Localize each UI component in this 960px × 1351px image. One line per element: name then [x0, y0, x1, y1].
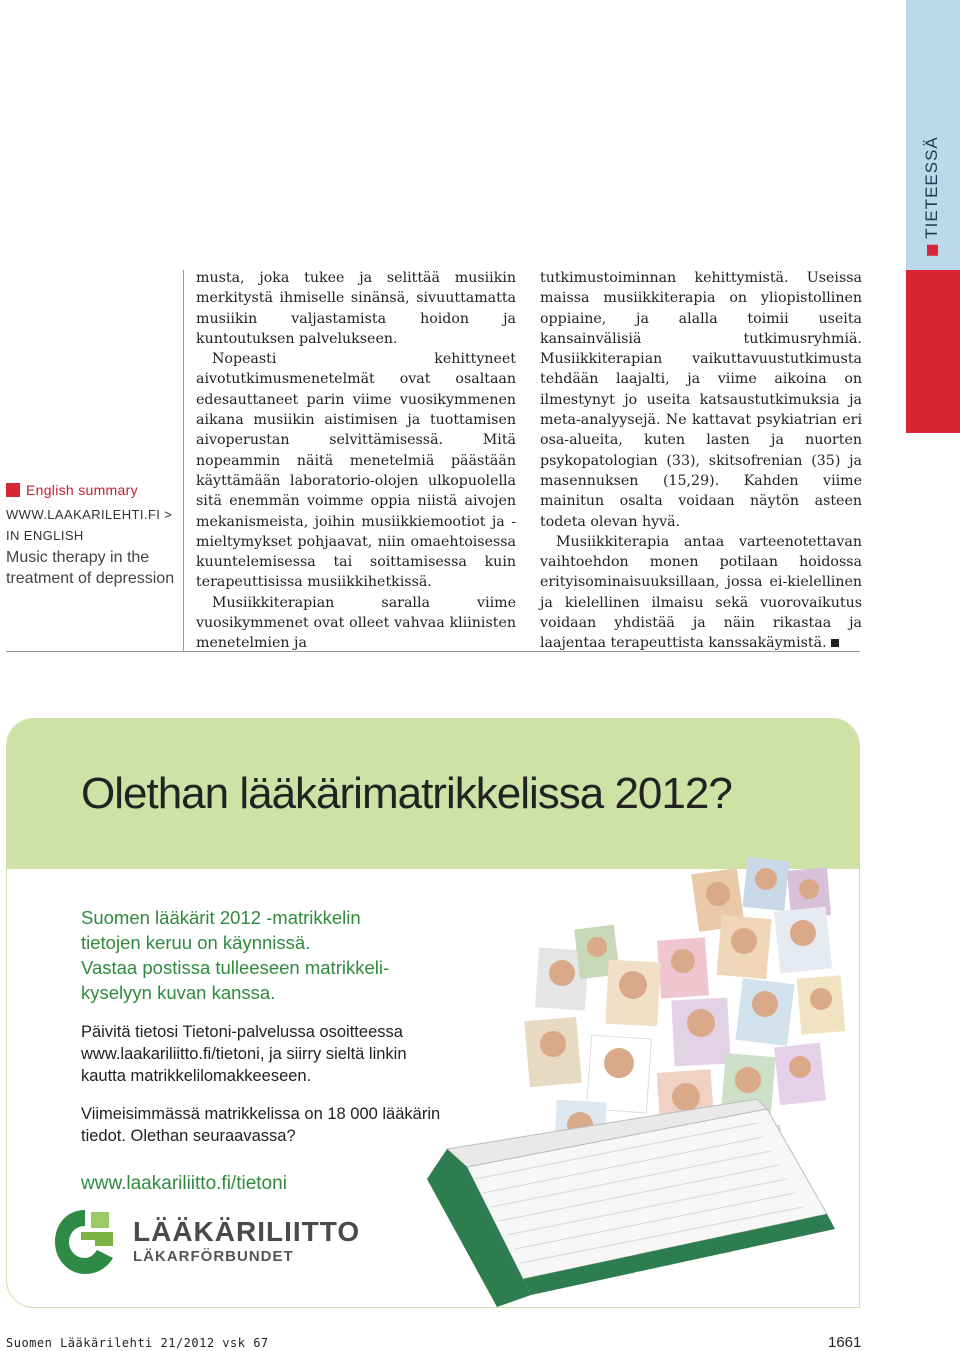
- paragraph-last: [540, 532, 862, 654]
- summary-link[interactable]: WWW.LAAKARILEHTI.FI > IN ENGLISH: [6, 507, 173, 543]
- ad-paragraph-line: tiedot. Olethan seuraavassa?: [81, 1127, 296, 1145]
- english-summary: [6, 482, 176, 589]
- summary-heading-text: English summary: [26, 482, 138, 498]
- logo-subname: LÄKARFÖRBUNDET: [133, 1248, 294, 1265]
- ad-paragraph: [81, 1103, 481, 1147]
- ad-intro: [81, 905, 481, 1005]
- ad-paragraph: [81, 1021, 481, 1087]
- article-column-2: [540, 268, 862, 654]
- horizontal-rule: [6, 651, 860, 652]
- red-square-icon: [6, 483, 20, 497]
- ad-paragraph-line: Päivitä tietosi Tietoni-palvelussa osoitteessa: [81, 1023, 403, 1041]
- doctor-photo-collage: [427, 849, 860, 1308]
- ad-title: Olethan lääkärimatrikkelissa 2012?: [81, 769, 732, 818]
- article-column-1: [196, 268, 516, 654]
- paragraph: Nopeasti kehittyneet aivotutkimusmenetelmät ovat osaltaan edesauttaneet parin viime vuosikymmenen aikana musiikin aistimisen ja tuottamisen aivoperustan selvittämisessä. Mitä nopeammin näitä menetelmiä päästään käyttämään laboratorio-olojen ulkopuolella sitä enemmän voimme oppia niistä aivojen mekanismeista, joihin musiikkiemootiot ja -mieltymykset pohjaavat, niin omaehtoisessa kuuntelemisessa tai soittamisessa kuin terapeuttisissa musiikkihetkissä.: [196, 351, 516, 591]
- section-tab-text: TIETEESSÄ: [922, 136, 941, 239]
- summary-title: Music therapy in the treatment of depression: [6, 549, 175, 587]
- paragraph-text: Musiikkiterapia antaa varteenotettavan vaihtoehdon monen potilaan hoidossa erityisominaisuuksillaan, jossa ei-kielellinen ja kielellinen ilmaisu sekä vuorovaikutus voidaan yhdistää ja näin rikastaa ja laajentaa terapeuttista kanssakäymistä.: [540, 533, 862, 652]
- ad-paragraph-line: kautta matrikkelilomakkeeseen.: [81, 1067, 312, 1085]
- page-number: 1661: [828, 1334, 862, 1351]
- collage-svg: [427, 849, 860, 1308]
- ad-body: [81, 905, 481, 1195]
- ad-paragraph-line: Viimeisimmässä matrikkelissa on 18 000 lääkärin: [81, 1105, 441, 1123]
- section-tab-red: [906, 270, 960, 433]
- advertisement: [6, 718, 860, 1308]
- publication-info: Suomen Lääkärilehti 21/2012 vsk 67: [6, 1336, 269, 1350]
- section-tab-label: [922, 136, 942, 256]
- ad-paragraph-line: www.laakariliitto.fi/tietoni, ja siirry sieltä linkin: [81, 1045, 407, 1063]
- ad-url-link[interactable]: www.laakariliitto.fi/tietoni: [81, 1173, 287, 1194]
- ad-intro-line: Vastaa postissa tulleeseen matrikkeli-: [81, 957, 390, 978]
- ad-intro-line: tietojen keruu on käynnissä.: [81, 932, 311, 953]
- laakariliitto-logo: [51, 1206, 360, 1278]
- ad-intro-line: Suomen lääkärit 2012 -matrikkelin: [81, 907, 361, 928]
- ad-intro-line: kyselyyn kuvan kanssa.: [81, 982, 276, 1003]
- book-graphic: [427, 1099, 835, 1307]
- summary-heading: [6, 482, 176, 498]
- red-square-icon: [927, 245, 938, 256]
- paragraph: tutkimustoiminnan kehittymistä. Useissa maissa musiikkiterapia on yliopistollinen oppiaine, ja alalla toimii useita kansainvälisiä tutkimusryhmiä. Musiikkiterapian vaikuttavuustutkimusta tehdään laajalti, ja viime aikoina on ilmestynyt jo useita katsaustutkimuksia ja meta-analyysejä. Ne kattavat psykiatrian eri osa-alueita, kuten lasten ja nuorten psykopatologian (33), skitsofrenian (35) ja masennuksen (15,29). Kahden viime mainitun osalta voidaan näytön asteen todeta olevan hyvä.: [540, 270, 862, 530]
- logo-name: LÄÄKÄRILIITTO: [133, 1216, 361, 1247]
- column-divider: [183, 270, 184, 652]
- paragraph: Musiikkiterapian saralla viime vuosikymmenet ovat olleet vahvaa kliinisten menetelmien ja: [196, 594, 516, 652]
- paragraph: musta, joka tukee ja selittää musiikin merkitystä ihmiselle sinänsä, sivuuttamatta musiikin valjastamista hoidon ja kuntoutuksen palvelukseen.: [196, 270, 516, 347]
- logo-emblem-icon: [51, 1206, 119, 1278]
- end-mark-icon: [831, 639, 839, 647]
